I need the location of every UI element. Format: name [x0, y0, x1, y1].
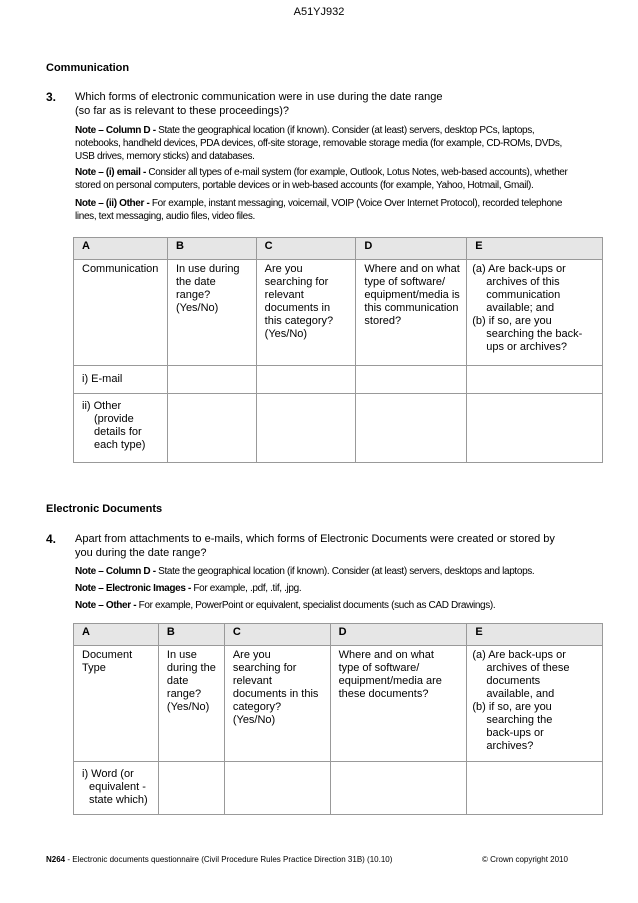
desc-c: Are you searching for relevant documents in this category? (Yes/No)	[224, 646, 330, 762]
cell-location[interactable]	[356, 366, 467, 394]
column-header-e: E	[467, 624, 603, 646]
table-row	[74, 762, 603, 815]
desc-d: Where and on what type of software/ equipment/media are these documents?	[330, 646, 467, 762]
desc-d: Where and on what type of software/ equipment/media is this communication stored?	[356, 260, 467, 366]
desc-b: In use during the date range? (Yes/No)	[167, 260, 256, 366]
electronic-documents-table	[73, 623, 603, 815]
document-reference: A51YJ932	[293, 6, 345, 18]
desc-e: (a) Are back-ups or archives of this communication available; and (b) if so, are you searching the back- ups or archives?	[467, 260, 603, 366]
column-header-c: C	[224, 624, 330, 646]
desc-a: Document Type	[74, 646, 159, 762]
cell-searching[interactable]	[224, 762, 330, 815]
table-description-row	[74, 646, 603, 762]
cell-searching[interactable]	[256, 394, 356, 463]
row-label-word: i) Word (or equivalent - state which)	[74, 762, 159, 815]
section-heading-electronic-documents: Electronic Documents	[46, 503, 163, 515]
cell-searching[interactable]	[256, 366, 356, 394]
column-header-b: B	[167, 238, 256, 260]
question-4-text: Apart from attachments to e-mails, which forms of Electronic Documents were created or stored by you during the date range?	[75, 533, 555, 559]
question-number-4: 4.	[46, 532, 57, 546]
footer-copyright: © Crown copyright 2010	[482, 855, 568, 864]
footer-form-info: N264 - Electronic documents questionnaire (Civil Procedure Rules Practice Direction 31B) (10.10)	[46, 855, 393, 864]
column-header-a: A	[74, 238, 168, 260]
section-heading-communication: Communication	[46, 62, 130, 74]
note-other: Note – Other - For example, PowerPoint or equivalent, specialist documents (such as CAD Drawings).	[75, 600, 496, 611]
note-electronic-images: Note – Electronic Images - For example, .pdf, .tif, .jpg.	[75, 583, 302, 594]
cell-in-use[interactable]	[167, 394, 256, 463]
question-3-text: Which forms of electronic communication were in use during the date range (so far as is relevant to these proceedings)?	[75, 91, 443, 117]
table-row	[74, 366, 603, 394]
column-header-e: E	[467, 238, 603, 260]
desc-a: Communication	[74, 260, 168, 366]
question-number-3: 3.	[46, 90, 57, 104]
column-header-a: A	[74, 624, 159, 646]
column-header-b: B	[158, 624, 224, 646]
form-code: N264	[46, 855, 66, 864]
column-header-c: C	[256, 238, 356, 260]
table-header-row	[74, 624, 603, 646]
table-row	[74, 394, 603, 463]
cell-location[interactable]	[356, 394, 467, 463]
row-label-email: i) E-mail	[74, 366, 168, 394]
table-header-row	[74, 238, 603, 260]
row-label-other: ii) Other (provide details for each type)	[74, 394, 168, 463]
communication-table	[73, 237, 603, 463]
desc-b: In use during the date range? (Yes/No)	[158, 646, 224, 762]
table-description-row	[74, 260, 603, 366]
column-header-d: D	[330, 624, 467, 646]
cell-in-use[interactable]	[158, 762, 224, 815]
cell-backups[interactable]	[467, 394, 603, 463]
note-email: Note – (i) email - Consider all types of e-mail system (for example, Outlook, Lotus Notes, web-based accounts), whether stored on personal computers, portable devices or in web-based accounts (for example, Yahoo, Hotmail, Gmail).	[75, 167, 568, 191]
note-column-d: Note – Column D - State the geographical location (if known). Consider (at least) servers, desktop PCs, laptops, notebooks, handheld devices, PDA devices, off-site storage, removable storage media (for example, CD-ROMs, DVDs, USB drives, memory sticks) and databases.	[75, 125, 562, 162]
cell-in-use[interactable]	[167, 366, 256, 394]
cell-backups[interactable]	[467, 762, 603, 815]
desc-c: Are you searching for relevant documents in this category? (Yes/No)	[256, 260, 356, 366]
cell-location[interactable]	[330, 762, 467, 815]
cell-backups[interactable]	[467, 366, 603, 394]
desc-e: (a) Are back-ups or archives of these documents available, and (b) if so, are you searching the back-ups or archives?	[467, 646, 603, 762]
note-column-d: Note – Column D - State the geographical location (if known). Consider (at least) servers, desktops and laptops.	[75, 566, 535, 577]
note-other: Note – (ii) Other - For example, instant messaging, voicemail, VOIP (Voice Over Internet Protocol), recorded telephone lines, text messaging, audio files, video files.	[75, 198, 563, 222]
column-header-d: D	[356, 238, 467, 260]
